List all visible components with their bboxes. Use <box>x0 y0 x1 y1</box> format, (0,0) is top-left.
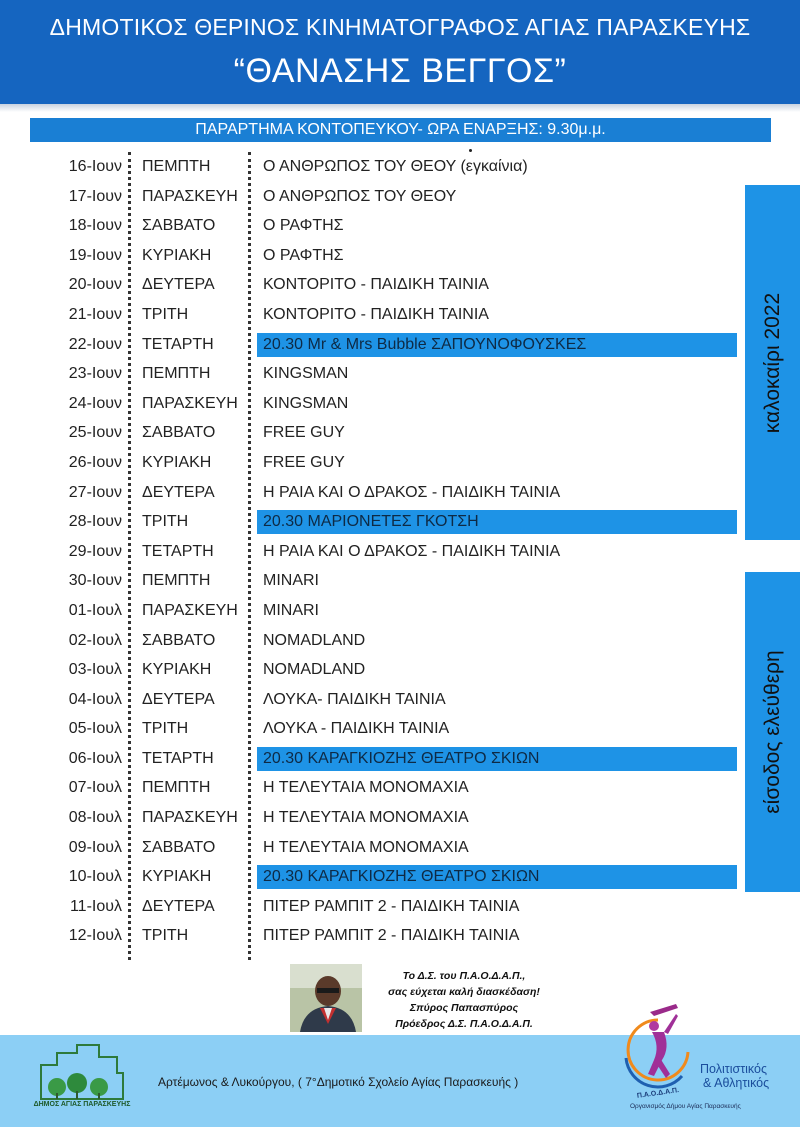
schedule-day: ΤΕΤΑΡΤΗ <box>142 749 214 767</box>
cinema-title: ΔΗΜΟΤΙΚΟΣ ΘΕΡΙΝΟΣ ΚΙΝΗΜΑΤΟΓΡΑΦΟΣ ΑΓΙΑΣ ΠΑΡΑΣΚΕΥΗΣ <box>49 14 751 40</box>
schedule-date: 10-Ιουλ <box>68 868 122 886</box>
schedule-film: FREE GUY <box>263 453 345 471</box>
schedule-date: 29-Ιουν <box>68 542 122 560</box>
schedule-film: NOMADLAND <box>263 661 366 679</box>
schedule-date: 11-Ιουλ <box>69 897 122 915</box>
schedule-day: ΠΑΡΑΣΚΕΥΗ <box>142 187 238 205</box>
schedule-date: 12-Ιουλ <box>68 927 122 945</box>
schedule-row <box>0 152 800 182</box>
schedule-day: ΤΡΙΤΗ <box>142 305 189 323</box>
schedule-date: 06-Ιουλ <box>68 749 122 767</box>
schedule-day: ΤΕΤΑΡΤΗ <box>142 335 214 353</box>
subheader-bar: ΠΑΡΑΡΤΗΜΑ ΚΟΝΤΟΠΕΥΚΟΥ- ΩΡΑ ΕΝΑΡΞΗΣ: 9.30μ.μ. <box>30 118 771 142</box>
schedule-date: 04-Ιουλ <box>68 690 122 708</box>
signatory-title: Πρόεδρος Δ.Σ. Π.Α.Ο.Δ.Α.Π. <box>395 1018 533 1030</box>
schedule-row <box>0 300 800 330</box>
schedule-row <box>0 803 800 833</box>
schedule-day: ΤΕΤΑΡΤΗ <box>142 542 214 560</box>
schedule-date: 16-Ιουν <box>68 158 122 175</box>
schedule-film: 20.30 ΜΑΡΙΟΝΕΤΕΣ ΓΚΟΤΣΗ <box>257 510 737 534</box>
schedule-date: 02-Ιουλ <box>68 631 122 649</box>
schedule-film: Η ΤΕΛΕΥΤΑΙΑ ΜΟΝΟΜΑΧΙΑ <box>263 779 469 797</box>
schedule-row <box>0 626 800 656</box>
schedule-row <box>0 921 800 951</box>
paodap-name-line: & Αθλητικός <box>703 1076 770 1090</box>
schedule-film: ΛΟΥΚΑ - ΠΑΙΔΙΚΗ ΤΑΙΝΙΑ <box>263 720 450 738</box>
side-banner-entry <box>745 572 800 892</box>
schedule-day: ΠΑΡΑΣΚΕΥΗ <box>142 394 238 412</box>
schedule-film: Η ΤΕΛΕΥΤΑΙΑ ΜΟΝΟΜΑΧΙΑ <box>263 838 469 856</box>
schedule-date: 25-Ιουν <box>68 424 122 442</box>
schedule-date: 07-Ιουλ <box>68 779 122 797</box>
paodap-organization: Οργανισμός Δήμου Αγίας Παρασκευής <box>630 1103 741 1110</box>
schedule-date: 28-Ιουν <box>68 513 122 531</box>
schedule-row <box>0 744 800 774</box>
schedule-row <box>0 418 800 448</box>
schedule-row <box>0 714 800 744</box>
schedule-date: 26-Ιουν <box>68 453 122 471</box>
schedule-day: ΠΕΜΠΤΗ <box>142 365 211 383</box>
header <box>0 0 800 104</box>
schedule-day: ΔΕΥΤΕΡΑ <box>142 276 215 294</box>
schedule-day: ΣΑΒΒΑΤΟ <box>142 631 216 649</box>
venue-address: Αρτέμωνος & Λυκούργου, ( 7°Δημοτικό Σχολείο Αγίας Παρασκευής ) <box>158 1075 519 1089</box>
schedule-row <box>0 685 800 715</box>
schedule-film: 20.30 ΚΑΡΑΓΚΙΟΖΗΣ ΘΕΑΤΡΟ ΣΚΙΩΝ <box>257 747 737 771</box>
schedule-day: ΚΥΡΙΑΚΗ <box>142 246 212 264</box>
schedule-film: ΠΙΤΕΡ ΡΑΜΠΙΤ 2 - ΠΑΙΔΙΚΗ ΤΑΙΝΙΑ <box>263 927 520 945</box>
schedule-film: Ο ΡΑΦΤΗΣ <box>263 246 344 264</box>
schedule-day: ΚΥΡΙΑΚΗ <box>142 661 212 679</box>
schedule-day: ΣΑΒΒΑΤΟ <box>142 424 216 442</box>
schedule-row <box>0 478 800 508</box>
schedule-row <box>0 773 800 803</box>
header-shadow <box>0 104 800 112</box>
schedule-row <box>0 182 800 212</box>
schedule-date: 18-Ιουν <box>68 217 122 235</box>
schedule-film: Ο ΡΑΦΤΗΣ <box>263 217 344 235</box>
schedule-date: 27-Ιουν <box>68 483 122 501</box>
schedule-day: ΔΕΥΤΕΡΑ <box>142 483 215 501</box>
paodap-logo-label: Π.Α.Ο.Δ.Α.Π. <box>636 1087 680 1100</box>
schedule-day: ΚΥΡΙΑΚΗ <box>142 868 212 886</box>
schedule-film: Η ΤΕΛΕΥΤΑΙΑ ΜΟΝΟΜΑΧΙΑ <box>263 809 469 827</box>
side-banner-summer <box>745 185 800 540</box>
schedule-date: 19-Ιουν <box>68 246 122 264</box>
schedule-row <box>0 211 800 241</box>
schedule-film: Ο ΑΝΘΡΩΠΟΣ ΤΟΥ ΘΕΟΥ <box>263 187 457 205</box>
schedule-film: Η ΡΑΙΑ ΚΑΙ Ο ΔΡΑΚΟΣ - ΠΑΙΔΙΚΗ ΤΑΙΝΙΑ <box>263 542 561 560</box>
schedule-day: ΚΥΡΙΑΚΗ <box>142 453 212 471</box>
schedule-day: ΣΑΒΒΑΤΟ <box>142 217 216 235</box>
schedule-row <box>0 833 800 863</box>
schedule-film: Η ΡΑΙΑ ΚΑΙ Ο ΔΡΑΚΟΣ - ΠΑΙΔΙΚΗ ΤΑΙΝΙΑ <box>263 483 561 501</box>
schedule-date: 05-Ιουλ <box>68 720 122 738</box>
schedule-row <box>0 448 800 478</box>
schedule-date: 22-Ιουν <box>68 335 122 353</box>
president-photo <box>290 964 362 1032</box>
schedule-row <box>0 507 800 537</box>
schedule-date: 21-Ιουν <box>68 305 122 323</box>
schedule-film: ΚΟΝΤΟΡΙΤΟ - ΠΑΙΔΙΚΗ ΤΑΙΝΙΑ <box>263 276 489 294</box>
schedule-day: ΔΕΥΤΕΡΑ <box>142 897 215 915</box>
paodap-logo-icon <box>620 1002 696 1090</box>
schedule-day: ΣΑΒΒΑΤΟ <box>142 838 216 856</box>
schedule-film: Ο ΑΝΘΡΩΠΟΣ ΤΟΥ ΘΕΟΥ (εγκαίνια) <box>263 158 528 175</box>
schedule-day: ΠΕΜΠΤΗ <box>142 779 211 797</box>
schedule-film: KINGSMAN <box>263 394 349 412</box>
greeting-line: Το Δ.Σ. του Π.Α.Ο.Δ.Α.Π., <box>402 970 526 982</box>
schedule-row <box>0 270 800 300</box>
schedule-row <box>0 862 800 892</box>
dimos-logo-icon <box>37 1043 127 1101</box>
schedule-row <box>0 566 800 596</box>
schedule-film: MINARI <box>263 601 319 619</box>
schedule-row <box>0 537 800 567</box>
schedule-date: 09-Ιουλ <box>68 838 122 856</box>
schedule-date: 30-Ιουν <box>68 572 122 590</box>
schedule-film: FREE GUY <box>263 424 345 442</box>
summer-label: καλοκαίρι 2022 <box>760 292 784 433</box>
schedule-film: KINGSMAN <box>263 365 349 383</box>
schedule-film: NOMADLAND <box>263 631 366 649</box>
schedule-date: 01-Ιουλ <box>68 601 122 619</box>
schedule-day: ΤΡΙΤΗ <box>142 513 189 531</box>
schedule-row <box>0 596 800 626</box>
schedule-film: MINARI <box>263 572 319 590</box>
greeting-line: σας εύχεται καλή διασκέδαση! <box>388 986 540 998</box>
cinema-name: “ΘΑΝΑΣΗΣ ΒΕΓΓΟΣ” <box>233 52 567 90</box>
schedule-date: 23-Ιουν <box>68 365 122 383</box>
schedule-day: ΤΡΙΤΗ <box>142 720 189 738</box>
schedule-date: 20-Ιουν <box>68 276 122 294</box>
schedule-date: 24-Ιουν <box>68 394 122 412</box>
schedule-row <box>0 389 800 419</box>
free-entry-label: είσοδος ελεύθερη <box>760 650 784 814</box>
schedule-date: 08-Ιουλ <box>68 809 122 827</box>
schedule-film: ΛΟΥΚΑ- ΠΑΙΔΙΚΗ ΤΑΙΝΙΑ <box>263 690 446 708</box>
schedule-row <box>0 241 800 271</box>
schedule-row <box>0 655 800 685</box>
schedule-day: ΔΕΥΤΕΡΑ <box>142 690 215 708</box>
schedule-row <box>0 892 800 922</box>
schedule-day: ΠΕΜΠΤΗ <box>142 572 211 590</box>
schedule-day: ΠΑΡΑΣΚΕΥΗ <box>142 601 238 619</box>
schedule-film: ΠΙΤΕΡ ΡΑΜΠΙΤ 2 - ΠΑΙΔΙΚΗ ΤΑΙΝΙΑ <box>263 897 520 915</box>
schedule-day: ΠΕΜΠΤΗ <box>142 158 211 175</box>
schedule-row <box>0 359 800 389</box>
schedule-film: 20.30 ΚΑΡΑΓΚΙΟΖΗΣ ΘΕΑΤΡΟ ΣΚΙΩΝ <box>257 865 737 889</box>
schedule-film: ΚΟΝΤΟΡΙΤΟ - ΠΑΙΔΙΚΗ ΤΑΙΝΙΑ <box>263 305 489 323</box>
schedule-day: ΠΑΡΑΣΚΕΥΗ <box>142 809 238 827</box>
schedule-day: ΤΡΙΤΗ <box>142 927 189 945</box>
schedule-date: 17-Ιουν <box>68 187 122 205</box>
dimos-logo-text: ΔΗΜΟΣ ΑΓΙΑΣ ΠΑΡΑΣΚΕΥΗΣ <box>33 1101 131 1108</box>
schedule-film: 20.30 Mr & Mrs Bubble ΣΑΠΟΥΝΟΦΟΥΣΚΕΣ <box>257 333 737 357</box>
schedule-list <box>0 152 800 951</box>
paodap-name-line: Πολιτιστικός <box>700 1062 767 1076</box>
schedule-date: 03-Ιουλ <box>68 661 122 679</box>
greeting-message <box>364 968 564 1032</box>
signatory-name: Σπύρος Παπασπύρος <box>409 1002 519 1014</box>
schedule-row <box>0 330 800 360</box>
